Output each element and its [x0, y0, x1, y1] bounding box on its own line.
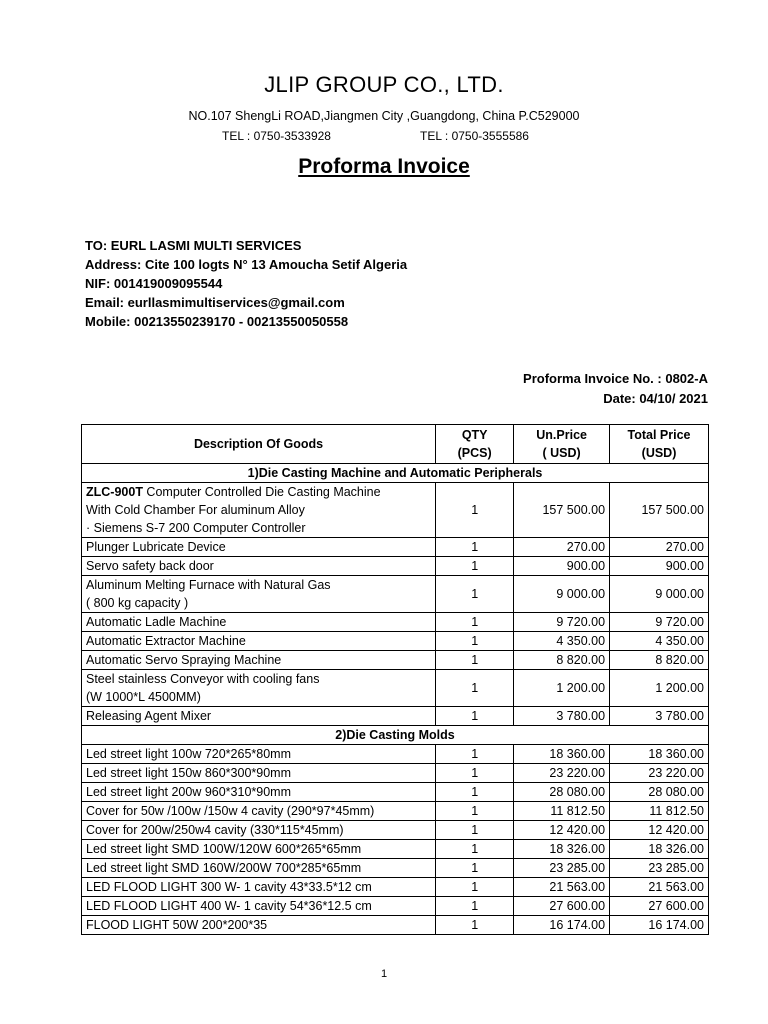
table-row [82, 878, 709, 897]
header-qty-label: QTY [461, 428, 488, 442]
section-row [82, 726, 709, 745]
item-qty: 1 [436, 878, 514, 897]
telephone-1: TEL : 0750-3533928 [222, 129, 331, 143]
item-description: Cover for 200w/250w4 cavity (330*115*45mm) [82, 821, 436, 840]
table-row [82, 651, 709, 670]
machine-qty: 1 [436, 483, 514, 538]
recipient-block [85, 236, 407, 331]
item-total-price: 23 285.00 [610, 859, 709, 878]
item-description: Cover for 50w /100w /150w 4 cavity (290*97*45mm) [82, 802, 436, 821]
table-row [82, 764, 709, 783]
item-unit-price: 18 326.00 [514, 840, 610, 859]
telephone-2: TEL : 0750-3555586 [420, 129, 529, 143]
invoice-meta [523, 369, 708, 409]
item-description: Automatic Servo Spraying Machine [82, 651, 436, 670]
item-unit-price: 900.00 [514, 557, 610, 576]
item-qty: 1 [436, 613, 514, 632]
recipient-address: Address: Cite 100 logts N° 13 Amoucha Setif Algeria [85, 257, 408, 272]
header-total-price [610, 425, 709, 464]
item-description: Led street light 200w 960*310*90mm [82, 783, 436, 802]
item-qty: 1 [436, 745, 514, 764]
table-row [82, 632, 709, 651]
item-description: Led street light 100w 720*265*80mm [82, 745, 436, 764]
item-qty: 1 [436, 802, 514, 821]
item-total-price: 11 812.50 [610, 802, 709, 821]
item-qty: 1 [436, 557, 514, 576]
items-group-2 [82, 745, 709, 935]
items-group-1c [82, 707, 709, 726]
item-unit-price: 4 350.00 [514, 632, 610, 651]
page-number: 1 [380, 968, 388, 980]
table-row [82, 707, 709, 726]
item-unit-price: 8 820.00 [514, 651, 610, 670]
machine-unit-price: 157 500.00 [514, 483, 610, 538]
conveyor-qty: 1 [436, 670, 514, 707]
item-description: Led street light 150w 860*300*90mm [82, 764, 436, 783]
item-qty: 1 [436, 916, 514, 935]
table-row [82, 613, 709, 632]
header-qty [436, 425, 514, 464]
machine-model: ZLC-900T [86, 485, 143, 499]
item-qty: 1 [436, 651, 514, 670]
item-total-price: 270.00 [610, 538, 709, 557]
table-row [82, 538, 709, 557]
item-description: Servo safety back door [82, 557, 436, 576]
table-row [82, 802, 709, 821]
item-unit-price: 11 812.50 [514, 802, 610, 821]
company-name: JLIP GROUP CO., LTD. [264, 72, 504, 97]
item-unit-price: 28 080.00 [514, 783, 610, 802]
furnace-line-2: ( 800 kg capacity ) [86, 596, 189, 610]
recipient-mobile: Mobile: 00213550239170 - 00213550050558 [85, 314, 349, 329]
table-row [82, 670, 709, 707]
conveyor-line-1: Steel stainless Conveyor with cooling fans [86, 672, 320, 686]
item-total-price: 16 174.00 [610, 916, 709, 935]
item-total-price: 3 780.00 [610, 707, 709, 726]
item-description: Plunger Lubricate Device [82, 538, 436, 557]
conveyor-description [82, 670, 436, 707]
item-qty: 1 [436, 783, 514, 802]
table-row [82, 821, 709, 840]
header-unit-price-label: Un.Price [536, 428, 587, 442]
recipient-nif: NIF: 001419009095544 [85, 276, 223, 291]
item-total-price: 27 600.00 [610, 897, 709, 916]
item-qty: 1 [436, 821, 514, 840]
header-description: Description Of Goods [82, 425, 436, 464]
item-description: Releasing Agent Mixer [82, 707, 436, 726]
item-description: Led street light SMD 100W/120W 600*265*65mm [82, 840, 436, 859]
furnace-line-1: Aluminum Melting Furnace with Natural Gas [86, 578, 331, 592]
item-total-price: 28 080.00 [610, 783, 709, 802]
item-total-price: 18 360.00 [610, 745, 709, 764]
item-total-price: 8 820.00 [610, 651, 709, 670]
item-qty: 1 [436, 840, 514, 859]
conveyor-unit-price: 1 200.00 [514, 670, 610, 707]
machine-total-price: 157 500.00 [610, 483, 709, 538]
header-total-price-currency: (USD) [641, 446, 677, 460]
table-row [82, 745, 709, 764]
machine-title: Computer Controlled Die Casting Machine [142, 485, 381, 499]
table-row [82, 840, 709, 859]
item-unit-price: 21 563.00 [514, 878, 610, 897]
items-group-1b [82, 613, 709, 670]
item-description: LED FLOOD LIGHT 400 W- 1 cavity 54*36*12.5 cm [82, 897, 436, 916]
item-unit-price: 16 174.00 [514, 916, 610, 935]
section-1-title: 1)Die Casting Machine and Automatic Peripherals [82, 464, 709, 483]
item-qty: 1 [436, 764, 514, 783]
item-unit-price: 23 220.00 [514, 764, 610, 783]
invoice-date: Date: 04/10/ 2021 [603, 391, 708, 406]
invoice-number: Proforma Invoice No. : 0802-A [523, 371, 708, 386]
header-total-price-label: Total Price [627, 428, 691, 442]
item-qty: 1 [436, 859, 514, 878]
furnace-description [82, 576, 436, 613]
item-description: Led street light SMD 160W/200W 700*285*65mm [82, 859, 436, 878]
table-row [82, 859, 709, 878]
item-total-price: 21 563.00 [610, 878, 709, 897]
goods-table [81, 424, 709, 935]
machine-line-3: · Siemens S-7 200 Computer Controller [86, 521, 306, 535]
table-row [82, 576, 709, 613]
table-row [82, 783, 709, 802]
table-row [82, 483, 709, 538]
items-group-1a [82, 538, 709, 576]
table-row [82, 897, 709, 916]
item-unit-price: 23 285.00 [514, 859, 610, 878]
item-unit-price: 270.00 [514, 538, 610, 557]
item-qty: 1 [436, 897, 514, 916]
item-description: FLOOD LIGHT 50W 200*200*35 [82, 916, 436, 935]
item-qty: 1 [436, 707, 514, 726]
item-total-price: 18 326.00 [610, 840, 709, 859]
item-unit-price: 9 720.00 [514, 613, 610, 632]
header-unit-price-currency: ( USD) [542, 446, 581, 460]
item-description: Automatic Extractor Machine [82, 632, 436, 651]
header-qty-unit: (PCS) [457, 446, 492, 460]
machine-line-2: With Cold Chamber For aluminum Alloy [86, 503, 305, 517]
item-total-price: 23 220.00 [610, 764, 709, 783]
item-total-price: 9 720.00 [610, 613, 709, 632]
recipient-name: TO: EURL LASMI MULTI SERVICES [85, 238, 302, 253]
company-address: NO.107 ShengLi ROAD,Jiangmen City ,Guangdong, China P.C529000 [188, 109, 580, 123]
furnace-total-price: 9 000.00 [610, 576, 709, 613]
table-header-row [82, 425, 709, 464]
furnace-qty: 1 [436, 576, 514, 613]
document-title: Proforma Invoice [298, 155, 470, 178]
item-description: LED FLOOD LIGHT 300 W- 1 cavity 43*33.5*12 cm [82, 878, 436, 897]
section-2-title: 2)Die Casting Molds [82, 726, 709, 745]
section-row [82, 464, 709, 483]
item-unit-price: 18 360.00 [514, 745, 610, 764]
item-unit-price: 12 420.00 [514, 821, 610, 840]
item-qty: 1 [436, 632, 514, 651]
machine-description [82, 483, 436, 538]
conveyor-line-2: (W 1000*L 4500MM) [86, 690, 201, 704]
item-unit-price: 27 600.00 [514, 897, 610, 916]
item-unit-price: 3 780.00 [514, 707, 610, 726]
item-total-price: 4 350.00 [610, 632, 709, 651]
item-qty: 1 [436, 538, 514, 557]
item-total-price: 900.00 [610, 557, 709, 576]
item-total-price: 12 420.00 [610, 821, 709, 840]
machine-line-1 [86, 483, 431, 501]
table-row [82, 916, 709, 935]
table-row [82, 557, 709, 576]
conveyor-total-price: 1 200.00 [610, 670, 709, 707]
header-unit-price [514, 425, 610, 464]
furnace-unit-price: 9 000.00 [514, 576, 610, 613]
recipient-email: Email: eurllasmimultiservices@gmail.com [85, 295, 345, 310]
item-description: Automatic Ladle Machine [82, 613, 436, 632]
